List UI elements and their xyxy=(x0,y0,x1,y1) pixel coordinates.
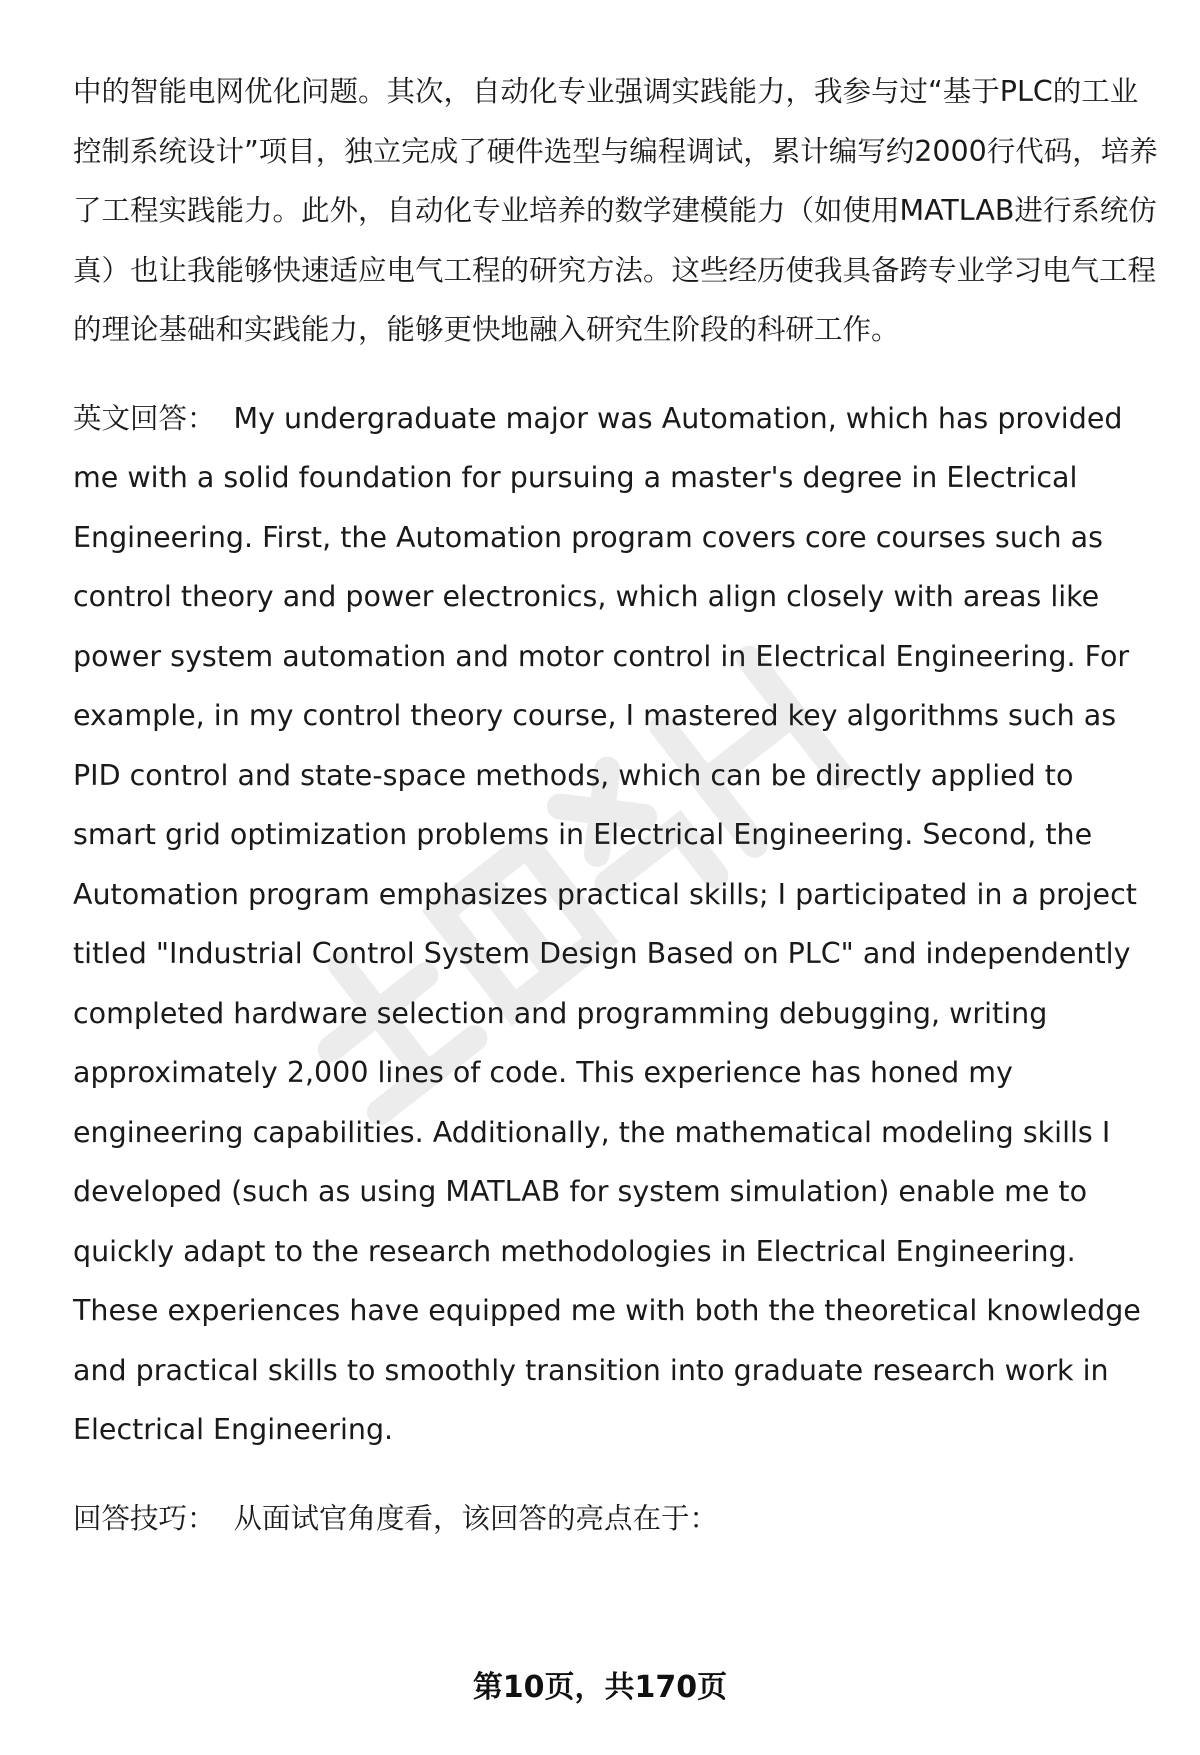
answer-tip-label: 回答技巧： xyxy=(73,1501,216,1535)
document-body xyxy=(73,62,1158,1548)
english-answer-text: My undergraduate major was Automation, which has provided me with a solid foundation for pursuing a master's degree in Electrical Engineering. First, the Automation program covers core courses such as control theory and power electronics, which align closely with areas like power system automation and motor control in Electrical Engineering. For example, in my control theory course, I mastered key algorithms such as PID control and state-space methods, which can be directly applied to smart grid optimization problems in Electrical Engineering. Second, the Automation program emphasizes practical skills; I participated in a project titled "Industrial Control System Design Based on PLC" and independently completed hardware selection and programming debugging, writing approximately 2,000 lines of code. This experience has honed my engineering capabilities. Additionally, the mathematical modeling skills I developed (such as using MATLAB for system simulation) enable me to quickly adapt to the research methodologies in Electrical Engineering. These experiences have equipped me with both the theoretical knowledge and practical skills to smoothly transition into graduate research work in Electrical Engineering. xyxy=(73,401,1141,1446)
chinese-answer-continuation: 中的智能电网优化问题。其次，自动化专业强调实践能力，我参与过“基于PLC的工业控制系统设计”项目，独立完成了硬件选型与编程调试，累计编写约2000行代码，培养了工程实践能力。此外，自动化专业培养的数学建模能力（如使用MATLAB进行系统仿真）也让我能够快速适应电气工程的研究方法。这些经历使我具备跨专业学习电气工程的理论基础和实践能力，能够更快地融入研究生阶段的科研工作。 xyxy=(73,75,1158,346)
page-indicator: 第10页，共170页 xyxy=(472,1670,728,1705)
english-answer-label: 英文回答： xyxy=(73,401,216,435)
answer-tip-paragraph xyxy=(73,1489,1158,1549)
english-answer-paragraph xyxy=(73,389,1158,1460)
answer-tip-text: 从面试官角度看，该回答的亮点在于： xyxy=(233,1501,719,1535)
